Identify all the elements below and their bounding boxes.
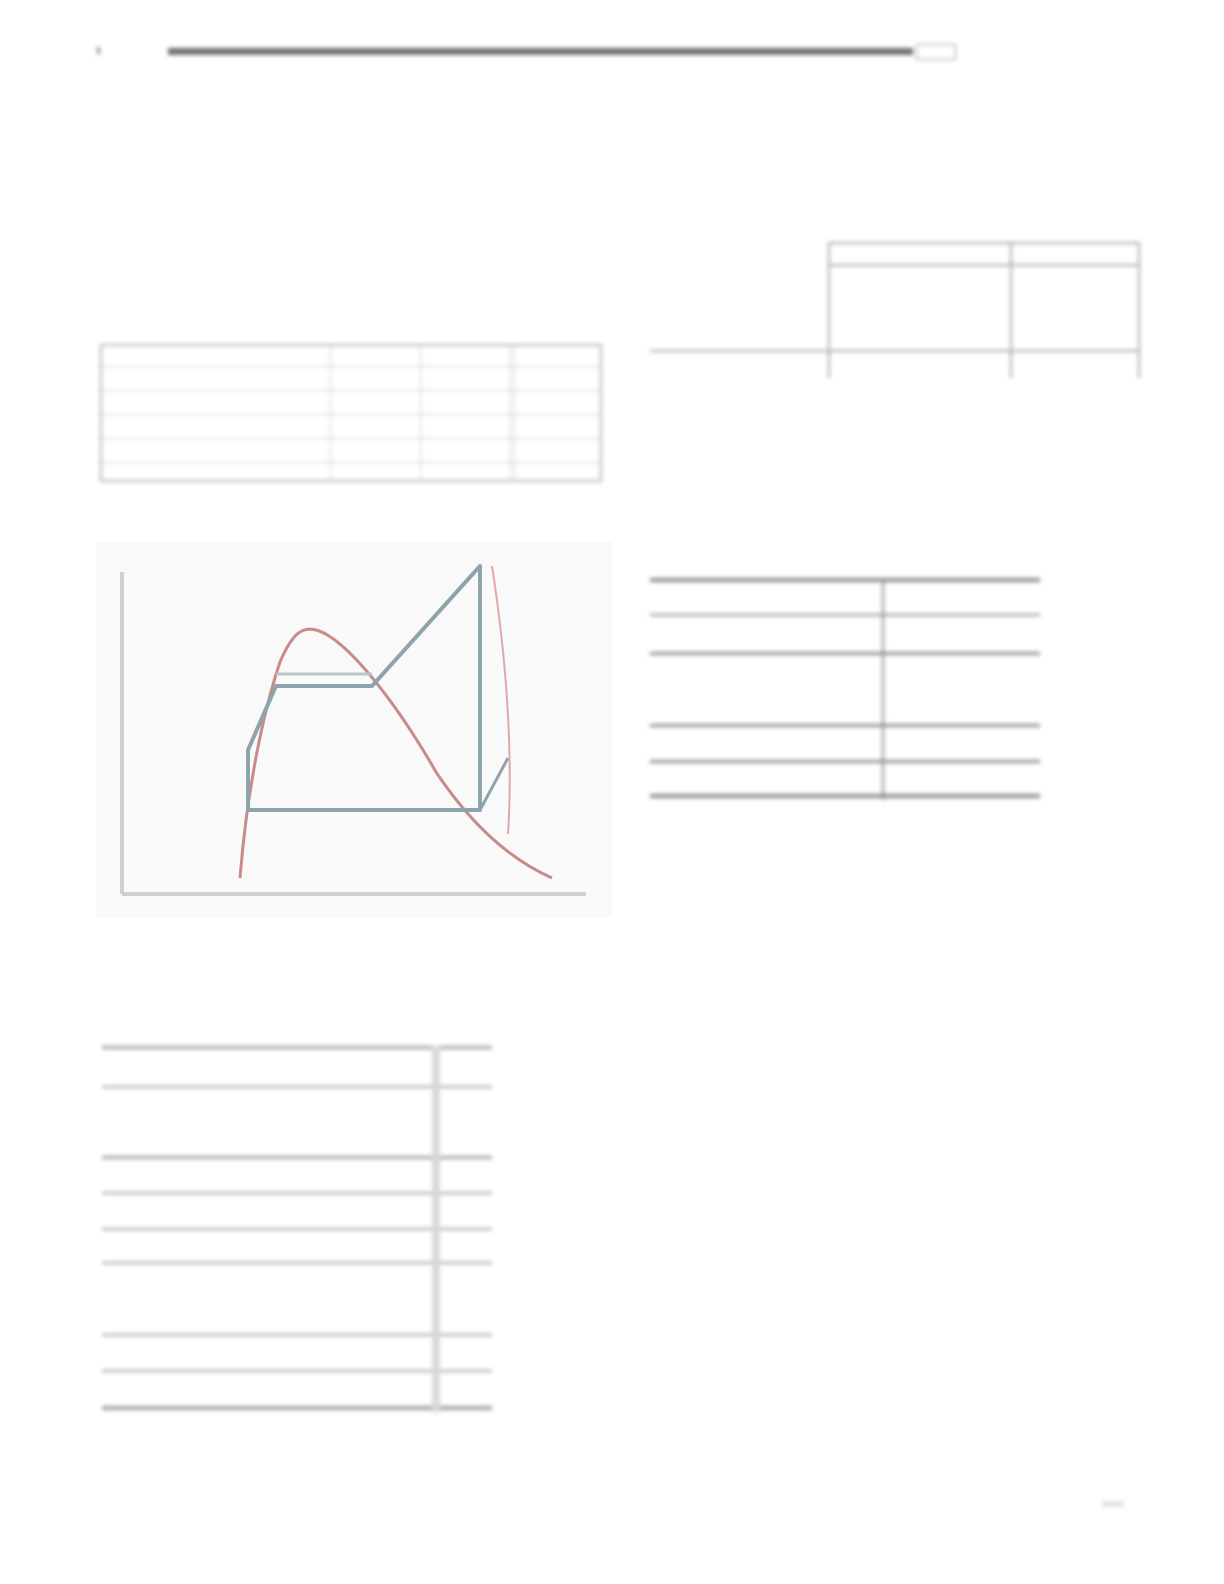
table-c-rule [650,794,1040,798]
table-b [650,238,1142,380]
cycle-path [248,566,480,812]
table-a-col-divider [510,346,511,480]
running-header [168,44,958,62]
table-c-rule [650,760,1040,763]
table-a-divider [102,390,600,391]
table-c-rule [650,652,1040,655]
running-title-box [916,44,956,60]
table-b-rule [828,264,1140,266]
table-b-col-divider [1138,242,1140,378]
table-d [102,1046,492,1412]
cycle-segment [480,758,508,810]
table-b-col-divider [828,242,830,378]
footer-mark-bar [1102,1501,1124,1507]
page-number [94,44,104,56]
table-b-col-divider [1010,242,1012,378]
table-a-divider [102,366,600,367]
isobar-curve [492,566,510,834]
table-c-rule [650,614,1040,616]
table-c-rule [650,724,1040,727]
chart [96,542,612,918]
table-b-rule [828,242,1140,244]
table-a-col-divider [330,346,331,480]
table-a [100,344,602,482]
table-a-divider [102,438,600,439]
footer-mark [1100,1496,1128,1512]
table-c-rule [650,578,1040,582]
table-c [650,578,1040,800]
table-a-divider [102,414,600,415]
table-a-divider [102,462,600,463]
table-c-col-divider [882,578,884,800]
table-a-col-divider [420,346,421,480]
table-a-col-divider [514,346,515,480]
chart-svg [96,542,612,918]
table-d-col-divider [432,1046,440,1412]
page-number-mark [97,47,100,54]
running-title-bar [168,48,913,55]
table-b-rule [650,350,1140,352]
